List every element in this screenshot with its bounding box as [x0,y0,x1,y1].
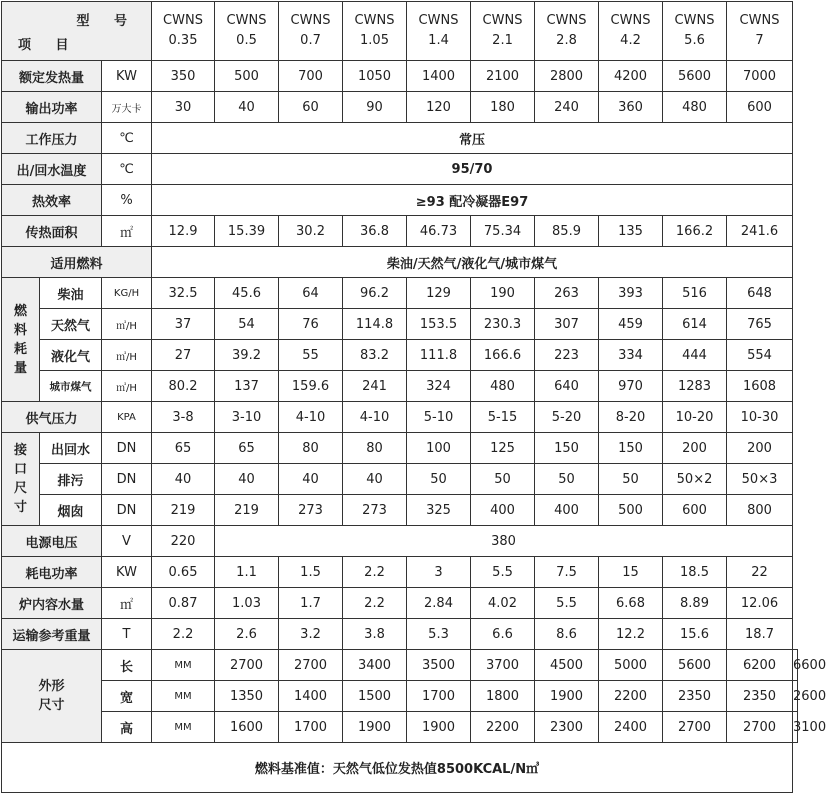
value-cell: 334 [599,340,663,371]
group-label-char: 耗 [13,341,27,357]
value-cell: 480 [663,92,727,123]
value-cell: 600 [663,495,727,526]
value-cell: 32.5 [152,278,215,309]
value-cell: 8.89 [663,588,727,619]
model-header [599,2,663,61]
value-cell: 64 [279,278,343,309]
row-label: 适用燃料 [2,247,152,278]
value-cell: 241 [343,371,407,402]
value-cell: 4-10 [343,402,407,433]
model-text: CWNS [610,13,651,28]
value-cell: 220 [152,526,215,557]
row-label: 热效率 [2,185,102,216]
unit-cell: KW [102,557,152,588]
spec-row [2,216,798,247]
value-cell: 8.6 [535,619,599,650]
sub-label: 排污 [40,464,102,495]
value-cell: 12.9 [152,216,215,247]
model-label: 型 号 [76,14,138,29]
model-header [343,2,407,61]
row-label: 运输参考重量 [2,619,102,650]
spec-row [2,619,798,650]
spec-row [2,61,798,92]
sub-label: 烟囱 [40,495,102,526]
value-cell: 40 [152,464,215,495]
value-cell: 2600 [793,681,798,712]
model-text: 0.7 [300,33,321,48]
value-cell: 1700 [407,681,471,712]
value-cell: 40 [279,464,343,495]
value-cell: 240 [535,92,599,123]
row-label: 出/回水温度 [2,154,102,185]
fuel-row [2,309,798,340]
value-cell: 12.06 [727,588,793,619]
value-cell: 614 [663,309,727,340]
value-cell: 111.8 [407,340,471,371]
row-label: 传热面积 [2,216,102,247]
value-cell: 648 [727,278,793,309]
model-text: CWNS [674,13,715,28]
value-cell: 5-15 [471,402,535,433]
value-cell: 1900 [407,712,471,743]
unit-cell: KG/H [102,278,152,309]
value-cell: 2350 [727,681,793,712]
value-cell: 40 [343,464,407,495]
value-cell: 65 [215,433,279,464]
value-cell: 50 [535,464,599,495]
group-label [2,278,40,402]
value-cell: 765 [727,309,793,340]
value-cell: 219 [152,495,215,526]
sub-label: 城市煤气 [40,371,102,402]
model-text: CWNS [546,13,587,28]
value-cell: 15.6 [663,619,727,650]
model-text: 5.6 [684,33,705,48]
value-cell: 1400 [279,681,343,712]
dimension-row [2,681,798,712]
value-cell: 800 [727,495,793,526]
value-cell: 18.7 [727,619,793,650]
model-text: 1.4 [428,33,449,48]
value-cell: 444 [663,340,727,371]
value-cell: 36.8 [343,216,407,247]
value-cell: 30.2 [279,216,343,247]
value-cell: 1900 [343,712,407,743]
value-cell: 400 [535,495,599,526]
group-label-char: 燃 [13,303,27,319]
value-cell: 3700 [471,650,535,681]
row-label: 电源电压 [2,526,102,557]
value-cell: 37 [152,309,215,340]
model-text: CWNS [290,13,331,28]
unit-cell: ℃ [102,123,152,154]
value-cell: 190 [471,278,535,309]
value-cell: 46.73 [407,216,471,247]
value-cell: 263 [535,278,599,309]
value-cell: 325 [407,495,471,526]
value-cell: 0.87 [152,588,215,619]
model-header [663,2,727,61]
value-cell: 40 [215,92,279,123]
value-cell: 3.2 [279,619,343,650]
model-header [215,2,279,61]
value-cell: 50×3 [727,464,793,495]
model-text: CWNS [739,13,780,28]
value-cell: 1283 [663,371,727,402]
group-label [2,433,40,526]
value-cell: 350 [152,61,215,92]
value-cell: 2.84 [407,588,471,619]
value-cell: 200 [663,433,727,464]
value-cell: 400 [471,495,535,526]
value-cell: 5.5 [535,588,599,619]
value-cell: 27 [152,340,215,371]
value-cell: 15.39 [215,216,279,247]
value-cell: 1800 [471,681,535,712]
value-cell: 4.02 [471,588,535,619]
group-label-char: 外形 [38,679,65,694]
model-header [535,2,599,61]
value-cell: 114.8 [343,309,407,340]
unit-cell: MM [152,681,215,712]
value-cell: 7000 [727,61,793,92]
value-cell: 6600 [793,650,798,681]
value-cell: 120 [407,92,471,123]
value-cell: 50 [599,464,663,495]
value-cell: 1900 [535,681,599,712]
value-cell: 241.6 [727,216,793,247]
value-cell: 1.7 [279,588,343,619]
value-cell: 500 [215,61,279,92]
model-text: CWNS [226,13,267,28]
value-cell: 1350 [215,681,279,712]
fuel-row [2,371,798,402]
value-cell: 273 [279,495,343,526]
value-cell: 80 [279,433,343,464]
header-corner [2,2,152,61]
group-label [2,650,102,743]
unit-cell: ㎥/H [102,371,152,402]
value-cell: 5-10 [407,402,471,433]
spec-table [1,1,826,793]
value-cell: 3500 [407,650,471,681]
value-cell: 2200 [599,681,663,712]
value-cell: 12.2 [599,619,663,650]
value-cell: 80 [343,433,407,464]
value-cell: 500 [599,495,663,526]
value-cell: 5.3 [407,619,471,650]
value-cell: 90 [343,92,407,123]
value-cell: 459 [599,309,663,340]
value-cell: 600 [727,92,793,123]
unit-cell: 万大卡 [102,92,152,123]
row-label: 额定发热量 [2,61,102,92]
value-cell: 5000 [599,650,663,681]
value-cell: 3.8 [343,619,407,650]
row-label: 输出功率 [2,92,102,123]
unit-cell: MM [152,712,215,743]
value-cell: 60 [279,92,343,123]
value-cell: 3100 [793,712,798,743]
value-cell: 360 [599,92,663,123]
value-cell: 516 [663,278,727,309]
spec-row [2,526,798,557]
value-cell: 2.2 [152,619,215,650]
value-cell: 1600 [215,712,279,743]
value-cell: 7.5 [535,557,599,588]
model-text: CWNS [418,13,459,28]
value-cell: 230.3 [471,309,535,340]
value-cell: 135 [599,216,663,247]
value-cell: 2700 [279,650,343,681]
unit-cell: ㎥/H [102,340,152,371]
unit-cell: MM [152,650,215,681]
value-cell: 1.03 [215,588,279,619]
value-cell: 1.5 [279,557,343,588]
value-cell: 2400 [599,712,663,743]
value-cell: 6200 [727,650,793,681]
connection-row [2,464,798,495]
unit-cell: KPA [102,402,152,433]
value-cell: 2700 [727,712,793,743]
value-cell: 1050 [343,61,407,92]
value-cell: 129 [407,278,471,309]
value-cell: 50 [471,464,535,495]
value-cell: 80.2 [152,371,215,402]
value-cell: 3-8 [152,402,215,433]
sub-label: 柴油 [40,278,102,309]
value-cell: 700 [279,61,343,92]
footnote-row [2,743,798,793]
row-label: 炉内容水量 [2,588,102,619]
value-cell: 10-30 [727,402,793,433]
sub-label: 长 [102,650,152,681]
fuel-row [2,340,798,371]
value-cell: 4-10 [279,402,343,433]
model-header [727,2,793,61]
spec-row [2,557,798,588]
model-text: 0.35 [168,33,198,48]
value-cell: 223 [535,340,599,371]
spec-row [2,92,798,123]
value-cell: 6.68 [599,588,663,619]
model-text: 4.2 [620,33,641,48]
unit-cell: KW [102,61,152,92]
dimension-row [2,712,798,743]
value-cell: 5600 [663,61,727,92]
value-cell: 3 [407,557,471,588]
value-cell: 393 [599,278,663,309]
sub-label: 液化气 [40,340,102,371]
value-cell: 18.5 [663,557,727,588]
value-cell: 2100 [471,61,535,92]
unit-cell: ㎥/H [102,309,152,340]
value-cell: 554 [727,340,793,371]
merged-value: 95/70 [152,154,793,185]
value-cell: 4200 [599,61,663,92]
value-cell: 22 [727,557,793,588]
unit-cell: V [102,526,152,557]
value-cell: 159.6 [279,371,343,402]
value-cell: 219 [215,495,279,526]
model-header [471,2,535,61]
value-cell: 55 [279,340,343,371]
value-cell: 1700 [279,712,343,743]
value-cell: 50×2 [663,464,727,495]
unit-cell: % [102,185,152,216]
model-text: CWNS [482,13,523,28]
model-text: 0.5 [236,33,257,48]
value-cell: 150 [535,433,599,464]
spec-row [2,123,798,154]
value-cell: 30 [152,92,215,123]
merged-value: 柴油/天然气/液化气/城市煤气 [152,247,793,278]
value-cell: 0.65 [152,557,215,588]
value-cell: 166.6 [471,340,535,371]
value-cell: 100 [407,433,471,464]
value-cell: 75.34 [471,216,535,247]
footnote: 燃料基准值：天然气低位发热值8500KCAL/N㎥ [2,743,793,793]
value-cell: 2200 [471,712,535,743]
value-cell: 65 [152,433,215,464]
unit-cell: DN [102,433,152,464]
model-header [407,2,471,61]
group-label-char: 尺 [13,481,27,496]
connection-row [2,433,798,464]
model-text: 2.8 [556,33,577,48]
group-label-char: 口 [13,462,27,477]
group-label-char: 量 [13,360,27,376]
sub-label: 天然气 [40,309,102,340]
sub-label: 高 [102,712,152,743]
value-cell: 8-20 [599,402,663,433]
value-cell: 153.5 [407,309,471,340]
model-text: 2.1 [492,33,513,48]
value-cell: 83.2 [343,340,407,371]
spec-row [2,247,798,278]
value-cell: 10-20 [663,402,727,433]
group-label-char: 寸 [13,500,27,515]
value-cell: 50 [407,464,471,495]
value-cell: 640 [535,371,599,402]
value-cell: 2700 [215,650,279,681]
value-cell: 96.2 [343,278,407,309]
row-label: 供气压力 [2,402,102,433]
group-label-char: 接 [13,443,27,458]
value-cell: 1500 [343,681,407,712]
value-cell: 15 [599,557,663,588]
item-label: 项 目 [18,38,79,53]
model-text: 1.05 [360,33,389,48]
value-cell: 2.2 [343,557,407,588]
value-cell: 40 [215,464,279,495]
row-label: 耗电功率 [2,557,102,588]
value-cell: 5600 [663,650,727,681]
value-cell: 137 [215,371,279,402]
value-cell: 39.2 [215,340,279,371]
model-text: CWNS [163,13,203,28]
value-cell: 85.9 [535,216,599,247]
value-cell: 2300 [535,712,599,743]
value-cell: 4500 [535,650,599,681]
value-cell: 125 [471,433,535,464]
value-cell: 166.2 [663,216,727,247]
value-cell: 6.6 [471,619,535,650]
group-label-char: 尺寸 [38,698,65,713]
model-text: CWNS [354,13,395,28]
unit-cell: ℃ [102,154,152,185]
value-cell: 1608 [727,371,793,402]
dimension-row [2,650,798,681]
value-cell: 970 [599,371,663,402]
value-cell: 2.6 [215,619,279,650]
value-cell: 324 [407,371,471,402]
unit-cell: DN [102,464,152,495]
spec-row [2,154,798,185]
value-cell: 1.1 [215,557,279,588]
merged-value: ≥93 配冷凝器E97 [152,185,793,216]
value-cell: 3400 [343,650,407,681]
model-header [279,2,343,61]
sub-label: 出回水 [40,433,102,464]
value-cell: 150 [599,433,663,464]
value-cell: 5-20 [535,402,599,433]
value-cell: 273 [343,495,407,526]
merged-value: 常压 [152,123,793,154]
value-cell: 180 [471,92,535,123]
header-row [2,2,798,61]
connection-row [2,495,798,526]
value-cell: 1400 [407,61,471,92]
value-cell: 480 [471,371,535,402]
value-cell: 307 [535,309,599,340]
value-cell: 45.6 [215,278,279,309]
model-header [152,2,215,61]
row-label: 工作压力 [2,123,102,154]
value-cell: 2700 [663,712,727,743]
group-label-char: 料 [13,322,27,338]
value-cell: 200 [727,433,793,464]
unit-cell: ㎡ [102,588,152,619]
unit-cell: DN [102,495,152,526]
value-cell: 2.2 [343,588,407,619]
unit-cell: T [102,619,152,650]
value-cell: 3-10 [215,402,279,433]
spec-row [2,185,798,216]
value-cell: 54 [215,309,279,340]
unit-cell: ㎡ [102,216,152,247]
merged-value: 380 [215,526,793,557]
value-cell: 5.5 [471,557,535,588]
sub-label: 宽 [102,681,152,712]
value-cell: 2800 [535,61,599,92]
spec-row [2,402,798,433]
value-cell: 2350 [663,681,727,712]
fuel-row [2,278,798,309]
model-text: 7 [755,33,764,48]
value-cell: 76 [279,309,343,340]
spec-row [2,588,798,619]
